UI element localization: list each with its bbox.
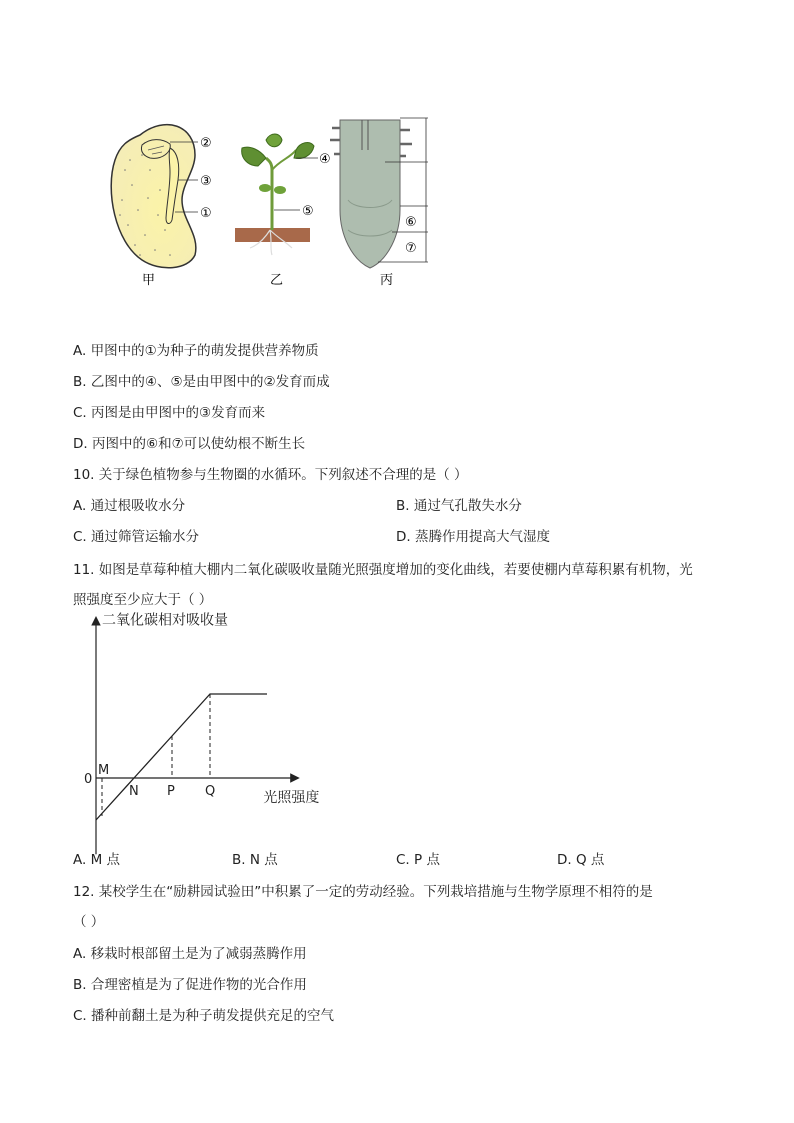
q12-option-b: B. 合理密植是为了促进作物的光合作用 bbox=[73, 977, 307, 993]
seedling-figure bbox=[235, 134, 318, 255]
point-label-q: Q bbox=[205, 784, 216, 799]
label-c4: ④ bbox=[319, 152, 331, 167]
q9-option-a: A. 甲图中的①为种子的萌发提供营养物质 bbox=[73, 343, 319, 359]
q11-option-d: D. Q 点 bbox=[557, 852, 605, 868]
label-c1: ① bbox=[200, 206, 212, 221]
label-c2: ② bbox=[200, 136, 212, 151]
q10-option-a: A. 通过根吸收水分 bbox=[73, 498, 186, 514]
plant-diagram bbox=[100, 110, 440, 290]
co2-absorption-chart bbox=[80, 612, 350, 832]
q11-option-a: A. M 点 bbox=[73, 852, 121, 868]
q10-option-b: B. 通过气孔散失水分 bbox=[396, 498, 522, 514]
q10-option-c: C. 通过筛管运输水分 bbox=[73, 529, 200, 545]
label-yi: 乙 bbox=[270, 273, 284, 288]
label-c7: ⑦ bbox=[405, 241, 417, 256]
point-label-n: N bbox=[129, 784, 139, 799]
q12-stem-line1: 12. 某校学生在“励耕园试验田”中积累了一定的劳动经验。下列栽培措施与生物学原理不相符的是 bbox=[73, 884, 653, 900]
label-c6: ⑥ bbox=[405, 215, 417, 230]
x-axis-label: 光照强度 bbox=[263, 790, 320, 806]
co2-curve bbox=[96, 694, 267, 820]
q12-stem-line2: （ ） bbox=[73, 914, 105, 930]
q10-stem: 10. 关于绿色植物参与生物圈的水循环。下列叙述不合理的是（ ） bbox=[73, 467, 468, 483]
y-axis-label: 二氧化碳相对吸收量 bbox=[102, 612, 228, 629]
q11-stem-line2: 照强度至少应大于（ ） bbox=[73, 592, 213, 608]
q10-option-d: D. 蒸腾作用提高大气湿度 bbox=[396, 529, 550, 545]
point-label-m: M bbox=[98, 763, 110, 778]
origin-label: 0 bbox=[84, 772, 93, 787]
q12-option-a: A. 移栽时根部留土是为了减弱蒸腾作用 bbox=[73, 946, 307, 962]
label-bing: 丙 bbox=[380, 273, 394, 288]
seed-figure bbox=[111, 125, 198, 268]
q11-option-c: C. P 点 bbox=[396, 852, 440, 868]
q11-stem-line1: 11. 如图是草莓种植大棚内二氧化碳吸收量随光照强度增加的变化曲线，若要使棚内草莓积累有机物，光 bbox=[73, 562, 693, 578]
point-label-p: P bbox=[167, 784, 175, 799]
label-jia: 甲 bbox=[142, 273, 156, 288]
q9-option-b: B. 乙图中的④、⑤是由甲图中的②发育而成 bbox=[73, 374, 330, 390]
q11-option-b: B. N 点 bbox=[232, 852, 278, 868]
label-c5: ⑤ bbox=[302, 204, 314, 219]
q9-option-d: D. 丙图中的⑥和⑦可以使幼根不断生长 bbox=[73, 436, 306, 452]
q12-option-c: C. 播种前翻土是为种子萌发提供充足的空气 bbox=[73, 1008, 335, 1024]
label-c3: ③ bbox=[200, 174, 212, 189]
q9-option-c: C. 丙图是由甲图中的③发育而来 bbox=[73, 405, 266, 421]
